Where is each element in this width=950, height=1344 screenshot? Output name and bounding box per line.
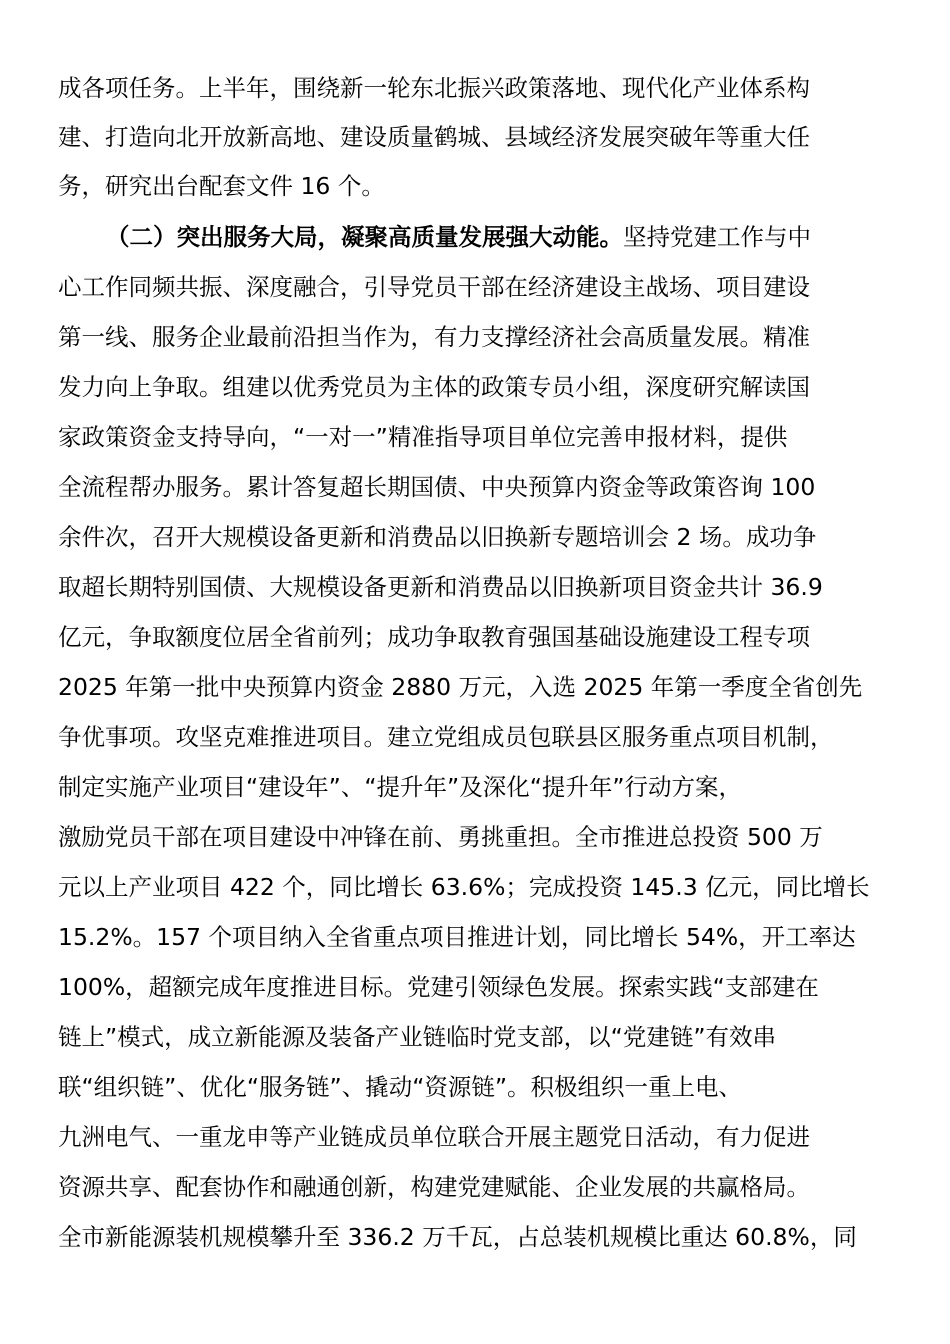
text-line: 2025 年第一批中央预算内资金 2880 万元，入选 2025 年第一季度全省创先 — [58, 673, 863, 701]
text-line: 元以上产业项目 422 个，同比增长 63.6%；完成投资 145.3 亿元，同比增长 — [58, 873, 870, 901]
text-line: 亿元，争取额度位居全省前列；成功争取教育强国基础设施建设工程专项 — [58, 623, 810, 651]
text-line: 全流程帮办服务。累计答复超长期国债、中央预算内资金等政策咨询 100 — [58, 473, 816, 501]
text-line: 心工作同频共振、深度融合，引导党员干部在经济建设主战场、项目建设 — [58, 273, 810, 301]
text-line: 激励党员干部在项目建设中冲锋在前、勇挑重担。全市推进总投资 500 万 — [58, 823, 823, 851]
text-span: 坚持党建工作与中 — [623, 223, 811, 251]
text-line: 制定实施产业项目“建设年”、“提升年”及深化“提升年”行动方案， — [58, 773, 743, 801]
text-line: 资源共享、配套协作和融通创新，构建党建赋能、企业发展的共赢格局。 — [58, 1173, 810, 1201]
text-line: 链上”模式，成立新能源及装备产业链临时党支部，以“党建链”有效串 — [58, 1023, 777, 1051]
text-line: 务，研究出台配套文件 16 个。 — [58, 172, 385, 200]
text-line: 余件次，召开大规模设备更新和消费品以旧换新专题培训会 2 场。成功争 — [58, 523, 817, 551]
text-line: 取超长期特别国债、大规模设备更新和消费品以旧换新项目资金共计 36.9 — [58, 573, 823, 601]
text-line: 15.2%。157 个项目纳入全省重点项目推进计划，同比增长 54%，开工率达 — [58, 923, 856, 951]
text-line: 建、打造向北开放新高地、建设质量鹤城、县域经济发展突破年等重大任 — [58, 123, 810, 151]
text-line: 第一线、服务企业最前沿担当作为，有力支撑经济社会高质量发展。精准 — [58, 323, 810, 351]
text-line: 全市新能源装机规模攀升至 336.2 万千瓦，占总装机规模比重达 60.8%，同 — [58, 1223, 857, 1251]
text-line: 九洲电气、一重龙申等产业链成员单位联合开展主题党日活动，有力促进 — [58, 1123, 810, 1151]
section-heading: （二）突出服务大局，凝聚高质量发展强大动能。 — [106, 223, 623, 251]
text-line: 发力向上争取。组建以优秀党员为主体的政策专员小组，深度研究解读国 — [58, 373, 810, 401]
text-line: 成各项任务。上半年，围绕新一轮东北振兴政策落地、现代化产业体系构 — [58, 74, 810, 102]
text-line: 100%，超额完成年度推进目标。党建引领绿色发展。探索实践“支部建在 — [58, 973, 819, 1001]
text-line: 联“组织链”、优化“服务链”、撬动“资源链”。积极组织一重上电、 — [58, 1073, 743, 1101]
text-line: 争优事项。攻坚克难推进项目。建立党组成员包联县区服务重点项目机制， — [58, 723, 834, 751]
text-line: 家政策资金支持导向，“一对一”精准指导项目单位完善申报材料，提供 — [58, 423, 788, 451]
section-heading-line — [106, 222, 892, 252]
